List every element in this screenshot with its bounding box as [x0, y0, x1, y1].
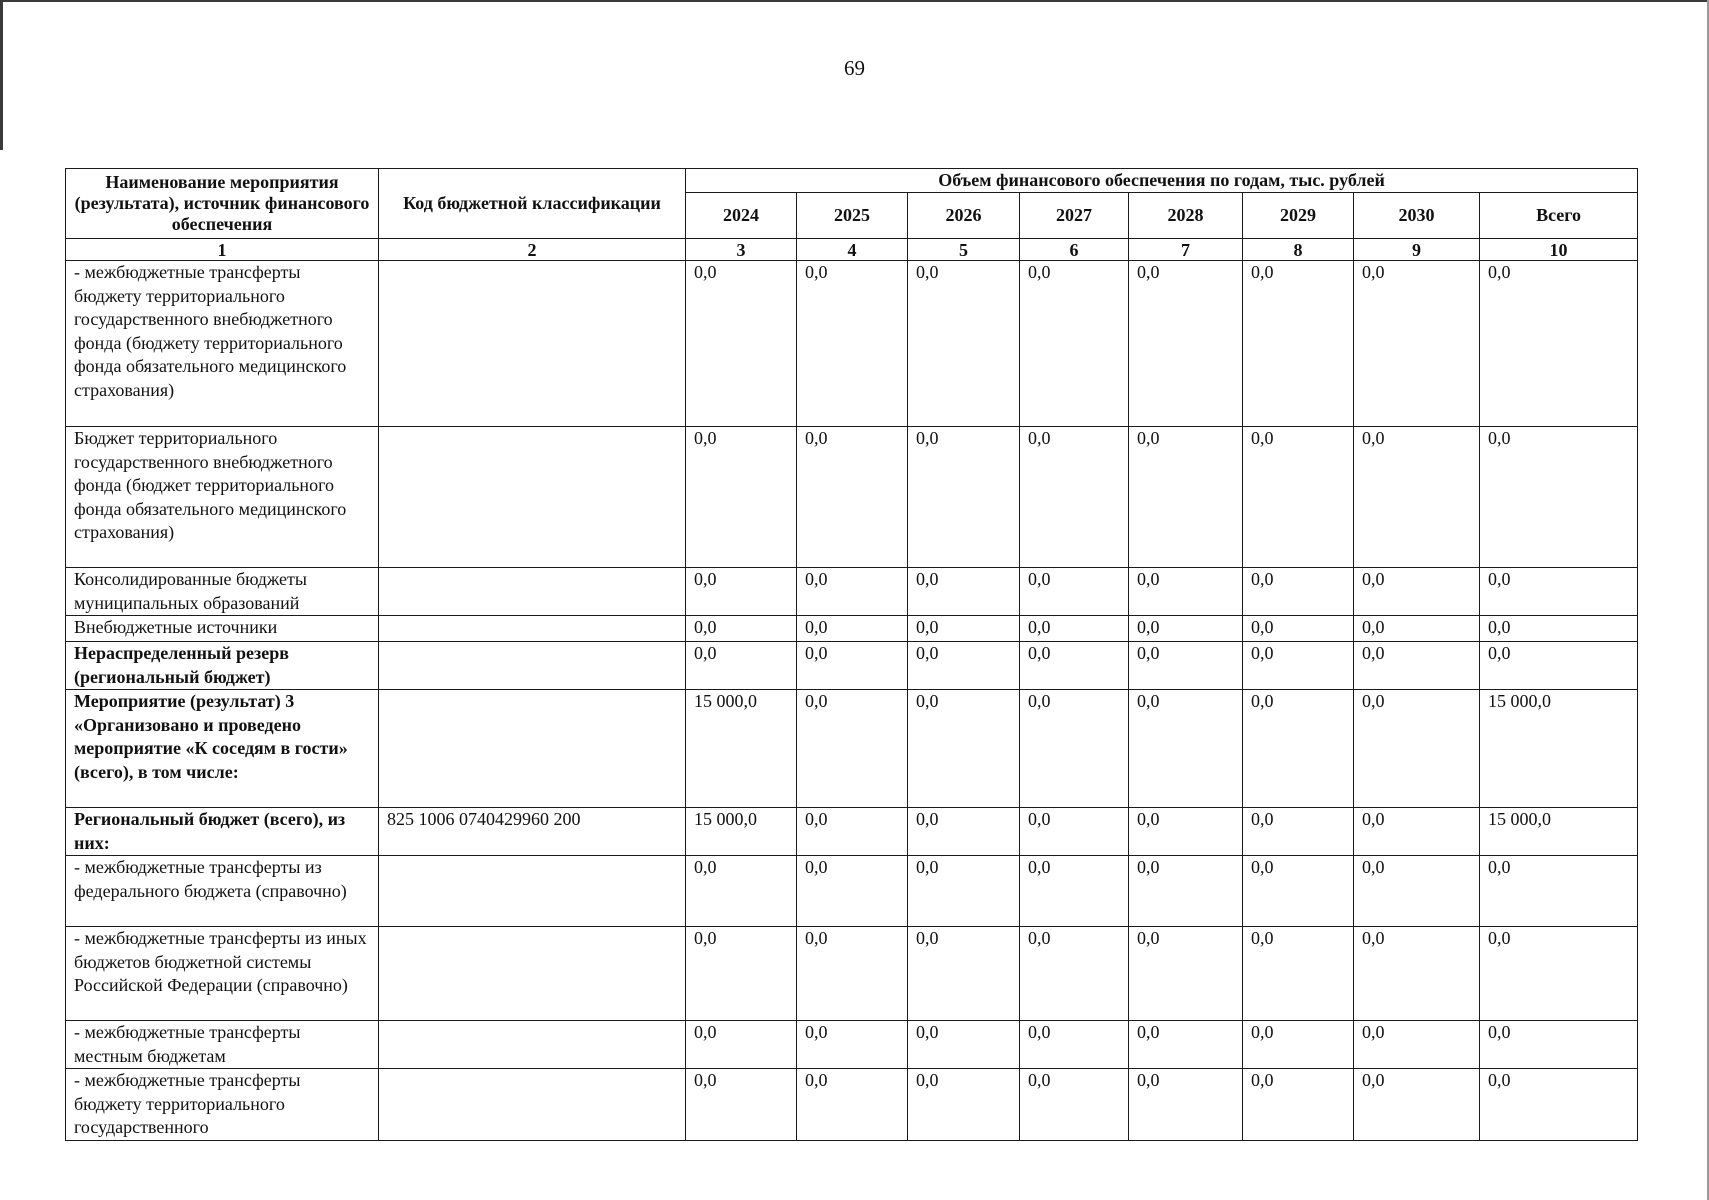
row-value: 0,0	[797, 808, 908, 856]
column-number: 8	[1243, 239, 1354, 261]
row-value: 0,0	[908, 616, 1020, 642]
row-value: 0,0	[1354, 616, 1480, 642]
row-value: 0,0	[1129, 261, 1243, 427]
row-value: 0,0	[686, 856, 797, 927]
header-code-col: Код бюджетной классификации	[379, 169, 686, 239]
row-value: 0,0	[1480, 856, 1638, 927]
row-value: 0,0	[1243, 261, 1354, 427]
column-number: 4	[797, 239, 908, 261]
row-value: 0,0	[797, 927, 908, 1021]
row-value: 0,0	[1354, 568, 1480, 616]
row-value: 15 000,0	[1480, 690, 1638, 808]
row-value: 0,0	[1129, 642, 1243, 690]
header-year: 2029	[1243, 193, 1354, 239]
table-row	[66, 1069, 1638, 1141]
row-value: 0,0	[1129, 927, 1243, 1021]
row-code	[379, 568, 686, 616]
row-value: 0,0	[797, 856, 908, 927]
row-value: 0,0	[1020, 642, 1129, 690]
row-value: 0,0	[1020, 808, 1129, 856]
row-value: 0,0	[1243, 427, 1354, 568]
row-value: 0,0	[1354, 642, 1480, 690]
column-number: 1	[66, 239, 379, 261]
row-name: Региональный бюджет (всего), из них:	[66, 808, 379, 856]
row-name: Мероприятие (результат) 3 «Организовано и проведено мероприятие «К соседям в гости» (всего), в том числе:	[66, 690, 379, 808]
row-value: 0,0	[1243, 808, 1354, 856]
row-value: 0,0	[908, 261, 1020, 427]
row-value: 0,0	[908, 1069, 1020, 1141]
row-value: 0,0	[1480, 427, 1638, 568]
row-value: 0,0	[1354, 1021, 1480, 1069]
row-value: 0,0	[1354, 1069, 1480, 1141]
row-code	[379, 642, 686, 690]
header-volume-group: Объем финансового обеспечения по годам, тыс. рублей	[686, 169, 1638, 193]
page-number: 69	[844, 56, 865, 80]
row-value: 0,0	[797, 1069, 908, 1141]
row-value: 0,0	[1129, 616, 1243, 642]
row-value: 0,0	[908, 690, 1020, 808]
row-value: 0,0	[1129, 856, 1243, 927]
header-column-numbers	[66, 239, 1638, 261]
row-value: 0,0	[1354, 808, 1480, 856]
row-name: - межбюджетные трансферты местным бюджетам	[66, 1021, 379, 1069]
row-value: 15 000,0	[686, 690, 797, 808]
column-number: 3	[686, 239, 797, 261]
row-value: 0,0	[1020, 427, 1129, 568]
row-value: 0,0	[1243, 1069, 1354, 1141]
row-value: 0,0	[1480, 261, 1638, 427]
row-name: - межбюджетные трансферты бюджету территориального государственного внебюджетного фонда (бюджету территориального фонда обязательного медицинского страхования)	[66, 261, 379, 427]
row-name: - межбюджетные трансферты из иных бюджетов бюджетной системы Российской Федерации (справочно)	[66, 927, 379, 1021]
header-year: 2028	[1129, 193, 1243, 239]
row-value: 0,0	[1243, 616, 1354, 642]
header-year: 2027	[1020, 193, 1129, 239]
row-value: 0,0	[1354, 261, 1480, 427]
row-value: 0,0	[797, 261, 908, 427]
row-value: 0,0	[1480, 1069, 1638, 1141]
header-year: 2024	[686, 193, 797, 239]
header-year: 2025	[797, 193, 908, 239]
column-number: 9	[1354, 239, 1480, 261]
row-value: 0,0	[908, 927, 1020, 1021]
row-name: - межбюджетные трансферты бюджету территориального государственного	[66, 1069, 379, 1141]
row-value: 0,0	[1020, 1021, 1129, 1069]
row-value: 0,0	[1480, 1021, 1638, 1069]
row-code	[379, 690, 686, 808]
row-value: 0,0	[1354, 927, 1480, 1021]
table-row	[66, 808, 1638, 856]
row-code	[379, 616, 686, 642]
row-value: 0,0	[797, 427, 908, 568]
column-number: 7	[1129, 239, 1243, 261]
table-row	[66, 568, 1638, 616]
row-value: 0,0	[1020, 261, 1129, 427]
row-value: 0,0	[1020, 616, 1129, 642]
row-value: 0,0	[908, 427, 1020, 568]
column-number: 5	[908, 239, 1020, 261]
budget-table	[65, 168, 1638, 1141]
row-value: 0,0	[1243, 1021, 1354, 1069]
row-code: 825 1006 0740429960 200	[379, 808, 686, 856]
row-value: 0,0	[686, 427, 797, 568]
row-value: 0,0	[1020, 856, 1129, 927]
row-value: 0,0	[1129, 427, 1243, 568]
row-value: 0,0	[1480, 927, 1638, 1021]
row-name: Консолидированные бюджеты муниципальных образований	[66, 568, 379, 616]
row-value: 0,0	[686, 1069, 797, 1141]
row-value: 0,0	[908, 568, 1020, 616]
row-value: 0,0	[797, 1021, 908, 1069]
table-row	[66, 856, 1638, 927]
row-value: 0,0	[1480, 568, 1638, 616]
page-top-edge	[0, 0, 1709, 2]
row-value: 0,0	[686, 568, 797, 616]
row-value: 0,0	[908, 808, 1020, 856]
table-row	[66, 427, 1638, 568]
row-value: 0,0	[1020, 927, 1129, 1021]
row-value: 0,0	[1129, 808, 1243, 856]
row-value: 0,0	[797, 616, 908, 642]
header-total: Всего	[1480, 193, 1638, 239]
table-row	[66, 927, 1638, 1021]
row-value: 0,0	[1020, 568, 1129, 616]
row-code	[379, 1021, 686, 1069]
row-value: 0,0	[686, 927, 797, 1021]
row-value: 0,0	[1129, 1069, 1243, 1141]
row-code	[379, 427, 686, 568]
row-value: 15 000,0	[1480, 808, 1638, 856]
table-row	[66, 690, 1638, 808]
header-year: 2026	[908, 193, 1020, 239]
header-name-col: Наименование мероприятия (результата), источник финансового обеспечения	[66, 169, 379, 239]
row-value: 0,0	[686, 1021, 797, 1069]
row-value: 0,0	[1354, 856, 1480, 927]
row-value: 0,0	[797, 690, 908, 808]
row-value: 0,0	[1354, 690, 1480, 808]
row-value: 0,0	[1129, 1021, 1243, 1069]
row-value: 0,0	[1243, 927, 1354, 1021]
row-value: 0,0	[1243, 568, 1354, 616]
row-value: 0,0	[1020, 1069, 1129, 1141]
column-number: 6	[1020, 239, 1129, 261]
row-name: Бюджет территориального государственного внебюджетного фонда (бюджет территориального фонда обязательного медицинского страхования)	[66, 427, 379, 568]
row-value: 0,0	[908, 642, 1020, 690]
row-value: 0,0	[1129, 690, 1243, 808]
row-code	[379, 856, 686, 927]
row-value: 0,0	[1243, 690, 1354, 808]
header-year: 2030	[1354, 193, 1480, 239]
table-row	[66, 1021, 1638, 1069]
row-name: Нераспределенный резерв (региональный бюджет)	[66, 642, 379, 690]
column-number: 10	[1480, 239, 1638, 261]
row-code	[379, 261, 686, 427]
row-name: - межбюджетные трансферты из федерального бюджета (справочно)	[66, 856, 379, 927]
row-value: 0,0	[908, 1021, 1020, 1069]
row-value: 0,0	[1354, 427, 1480, 568]
row-value: 0,0	[1480, 616, 1638, 642]
row-value: 0,0	[686, 261, 797, 427]
row-value: 0,0	[1020, 690, 1129, 808]
row-value: 0,0	[1243, 856, 1354, 927]
row-value: 0,0	[1480, 642, 1638, 690]
row-code	[379, 927, 686, 1021]
row-value: 0,0	[686, 642, 797, 690]
row-code	[379, 1069, 686, 1141]
row-value: 0,0	[797, 568, 908, 616]
table-row	[66, 261, 1638, 427]
row-value: 0,0	[908, 856, 1020, 927]
row-name: Внебюджетные источники	[66, 616, 379, 642]
row-value: 15 000,0	[686, 808, 797, 856]
table-row	[66, 642, 1638, 690]
row-value: 0,0	[797, 642, 908, 690]
row-value: 0,0	[1129, 568, 1243, 616]
row-value: 0,0	[1243, 642, 1354, 690]
row-value: 0,0	[686, 616, 797, 642]
header-row-1	[66, 169, 1638, 193]
table-row	[66, 616, 1638, 642]
column-number: 2	[379, 239, 686, 261]
